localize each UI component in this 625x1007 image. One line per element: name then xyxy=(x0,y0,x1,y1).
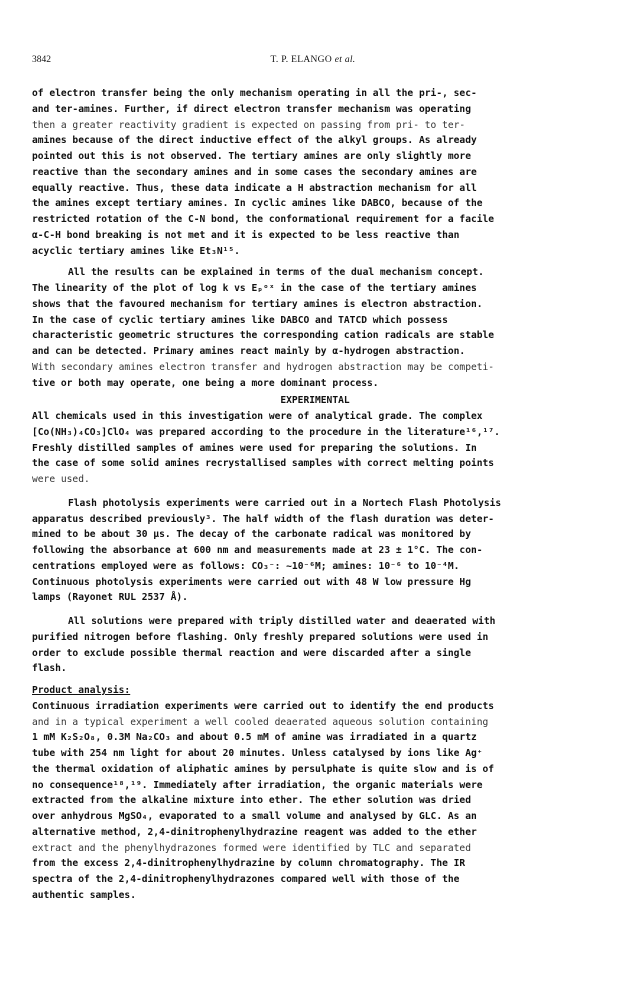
text-line: acyclic tertiary amines like Et₃N¹⁵. xyxy=(32,245,240,257)
paragraph-flash-photolysis xyxy=(32,496,598,606)
paragraph-chemicals xyxy=(32,409,598,488)
running-head-author: T. P. ELANGO xyxy=(270,55,332,65)
text-line: and can be detected. Primary amines react mainly by α-hydrogen abstraction. xyxy=(32,346,466,357)
text-line: characteristic geometric structures the corresponding cation radicals are stable xyxy=(32,330,495,342)
text-line: restricted rotation of the C-N bond, the conformational requirement for a facile xyxy=(32,214,495,225)
text-line: reactive than the secondary amines and in some cases the secondary amines are xyxy=(32,166,477,178)
text-line: then a greater reactivity gradient is expected on passing from pri- to ter- xyxy=(32,119,466,131)
text-line: extracted from the alkaline mixture into ether. The ether solution was dried xyxy=(32,795,471,807)
text-line: authentic samples. xyxy=(32,889,136,901)
text-line: over anhydrous MgSO₄, evaporated to a small volume and analysed by GLC. As an xyxy=(32,811,477,822)
paragraph-product-analysis xyxy=(32,699,598,904)
product-analysis-heading: Product analysis: xyxy=(32,685,131,696)
text-line: All chemicals used in this investigation were of analytical grade. The complex xyxy=(32,411,483,422)
text-line: and ter-amines. Further, if direct electron transfer mechanism was operating xyxy=(32,103,471,115)
page-header xyxy=(32,55,594,71)
text-line: lamps (Rayonet RUL 2537 Å). xyxy=(32,592,188,604)
text-line: All solutions were prepared with triply distilled water and deaerated with xyxy=(68,616,496,627)
article-body xyxy=(32,86,598,904)
text-line: All the results can be explained in terms of the dual mechanism concept. xyxy=(68,267,484,279)
text-line: centrations employed were as follows: CO₃⁻: ~10⁻⁶M; amines: 10⁻⁶ to 10⁻⁴M. xyxy=(32,560,460,572)
text-line: tive or both may operate, one being a more dominant process. xyxy=(32,377,379,389)
text-line: α-C-H bond breaking is not met and it is expected to be less reactive than xyxy=(32,229,460,241)
text-line: In the case of cyclic tertiary amines like DABCO and TATCD which possess xyxy=(32,314,448,326)
text-line: extract and the phenylhydrazones formed were identified by TLC and separated xyxy=(32,842,471,854)
text-line: tube with 254 nm light for about 20 minutes. Unless catalysed by ions like Ag⁺ xyxy=(32,748,483,759)
text-line: apparatus described previously³. The half width of the flash duration was deter- xyxy=(32,513,495,525)
text-line: mined to be about 30 μs. The decay of the carbonate radical was monitored by xyxy=(32,529,471,541)
paragraph-solutions xyxy=(32,614,598,677)
text-line: the case of some solid amines recrystallised samples with correct melting points xyxy=(32,458,495,470)
text-line: amines because of the direct inductive effect of the alkyl groups. As already xyxy=(32,135,477,147)
text-line: following the absorbance at 600 nm and measurements made at 23 ± 1°C. The con- xyxy=(32,545,483,556)
text-line: Flash photolysis experiments were carried out in a Nortech Flash Photolysis xyxy=(68,497,502,509)
text-line: Freshly distilled samples of amines were used for preparing the solutions. In xyxy=(32,442,477,454)
paragraph-discussion-1 xyxy=(32,86,598,259)
text-line: order to exclude possible thermal reaction and were discarded after a single xyxy=(32,647,471,659)
text-line: no consequence¹⁸,¹⁹. Immediately after irradiation, the organic materials were xyxy=(32,779,483,791)
text-line: from the excess 2,4-dinitrophenylhydrazine by column chromatography. The IR xyxy=(32,858,466,870)
text-line: and in a typical experiment a well cooled deaerated aqueous solution containing xyxy=(32,716,489,728)
text-line: Continuous photolysis experiments were carried out with 48 W low pressure Hg xyxy=(32,576,471,588)
text-line: purified nitrogen before flashing. Only freshly prepared solutions were used in xyxy=(32,631,489,643)
text-line: The linearity of the plot of log k vs Eₚᵒˣ in the case of the tertiary amines xyxy=(32,283,477,294)
text-line: Continuous irradiation experiments were carried out to identify the end products xyxy=(32,700,495,712)
text-line: alternative method, 2,4-dinitrophenylhydrazine reagent was added to the ether xyxy=(32,826,477,838)
text-line: the amines except tertiary amines. In cyclic amines like DABCO, because of the xyxy=(32,198,483,210)
text-line: the thermal oxidation of aliphatic amines by persulphate is quite slow and is of xyxy=(32,763,495,775)
paragraph-discussion-2 xyxy=(32,265,598,391)
text-line: shows that the favoured mechanism for tertiary amines is electron abstraction. xyxy=(32,298,483,310)
running-head-etal: et al. xyxy=(334,55,356,65)
page-number: 3842 xyxy=(32,55,51,65)
text-line: equally reactive. Thus, these data indicate a H abstraction mechanism for all xyxy=(32,182,477,194)
text-line: With secondary amines electron transfer and hydrogen abstraction may be competi- xyxy=(32,361,495,373)
running-head xyxy=(32,55,594,65)
text-line: spectra of the 2,4-dinitrophenylhydrazones compared well with those of the xyxy=(32,874,460,885)
text-line: were used. xyxy=(32,474,90,485)
text-line: 1 mM K₂S₂O₈, 0.3M Na₂CO₃ and about 0.5 mM of amine was irradiated in a quartz xyxy=(32,732,477,744)
text-line: of electron transfer being the only mechanism operating in all the pri-, sec- xyxy=(32,88,477,99)
text-line: pointed out this is not observed. The tertiary amines are only slightly more xyxy=(32,151,471,162)
text-line: flash. xyxy=(32,663,67,675)
experimental-heading: EXPERIMENTAL xyxy=(280,395,350,407)
text-line: [Co(NH₃)₄CO₃]ClO₄ was prepared according to the procedure in the literature¹⁶,¹⁷. xyxy=(32,426,500,438)
